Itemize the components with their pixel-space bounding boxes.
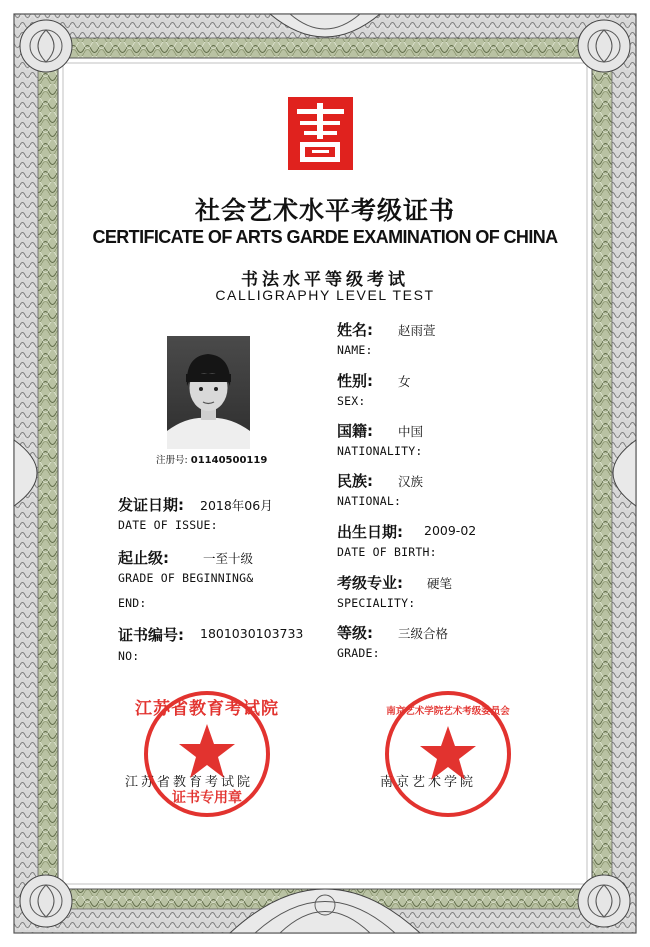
ethnicity-label-en: NATIONAL: [337,494,402,508]
seal-left-bottom-text: 证书专用章 [172,790,242,806]
calligraphy-seal-logo [288,97,353,170]
sex-value: 女 [398,374,411,389]
issue-date-value: 2018年06月 [200,498,273,513]
grade-range-label-en: GRADE OF BEGINNING& [118,571,254,585]
name-value: 赵雨萱 [398,323,436,338]
seal-right-ring-text: 南京艺术学院艺术考级委员会 [386,706,510,717]
speciality-label-en: SPECIALITY: [337,596,416,610]
grade-label: 等级: [337,624,373,642]
issue-date-label-en: DATE OF ISSUE: [118,518,218,532]
birth-date-value: 2009-02 [424,523,477,538]
registration-number [156,452,267,466]
speciality-value: 硬笔 [427,576,453,591]
subtitle-english: CALLIGRAPHY LEVEL TEST [215,287,435,303]
nationality-value: 中国 [398,424,424,439]
grade-label-en: GRADE: [337,646,380,660]
official-seal-left [135,690,279,818]
official-seal-right [384,690,512,818]
subtitle-chinese: 书法水平等级考试 [241,270,409,290]
name-label-en: NAME: [337,343,373,357]
issuer-right-name: 南京艺术学院 [380,775,477,790]
seal-left-ring-text: 江苏省教育考试院 [135,699,279,719]
sex-label-en: SEX: [337,394,366,408]
title-chinese: 社会艺术水平考级证书 [194,196,455,225]
grade-range-value: 一至十级 [203,551,254,566]
sex-label: 性别: [337,372,373,390]
ethnicity-label: 民族: [337,472,373,490]
portrait-photo [167,336,250,449]
birth-date-label: 出生日期: [337,523,403,541]
grade-range-label-en-end: END: [118,596,147,610]
nationality-label: 国籍: [337,422,373,440]
birth-date-label-en: DATE OF BIRTH: [337,545,437,559]
nationality-label-en: NATIONALITY: [337,444,423,458]
certificate-number-label: 证书编号: [118,626,184,644]
ethnicity-value: 汉族 [398,474,424,489]
issue-date-label: 发证日期: [118,496,184,514]
speciality-label: 考级专业: [337,574,403,592]
name-label: 姓名: [337,321,373,339]
registration-value: 01140500119 [190,455,268,466]
certificate-number-label-en: NO: [118,649,140,663]
grade-range-label: 起止级: [118,549,169,567]
title-english: CERTIFICATE OF ARTS GARDE EXAMINATION OF CHINA [92,227,558,247]
certificate-number-value: 1801030103733 [200,626,304,641]
issuer-left-name: 江苏省教育考试院 [125,775,254,790]
registration-label: 注册号: [156,455,188,466]
grade-value: 三级合格 [398,626,449,641]
